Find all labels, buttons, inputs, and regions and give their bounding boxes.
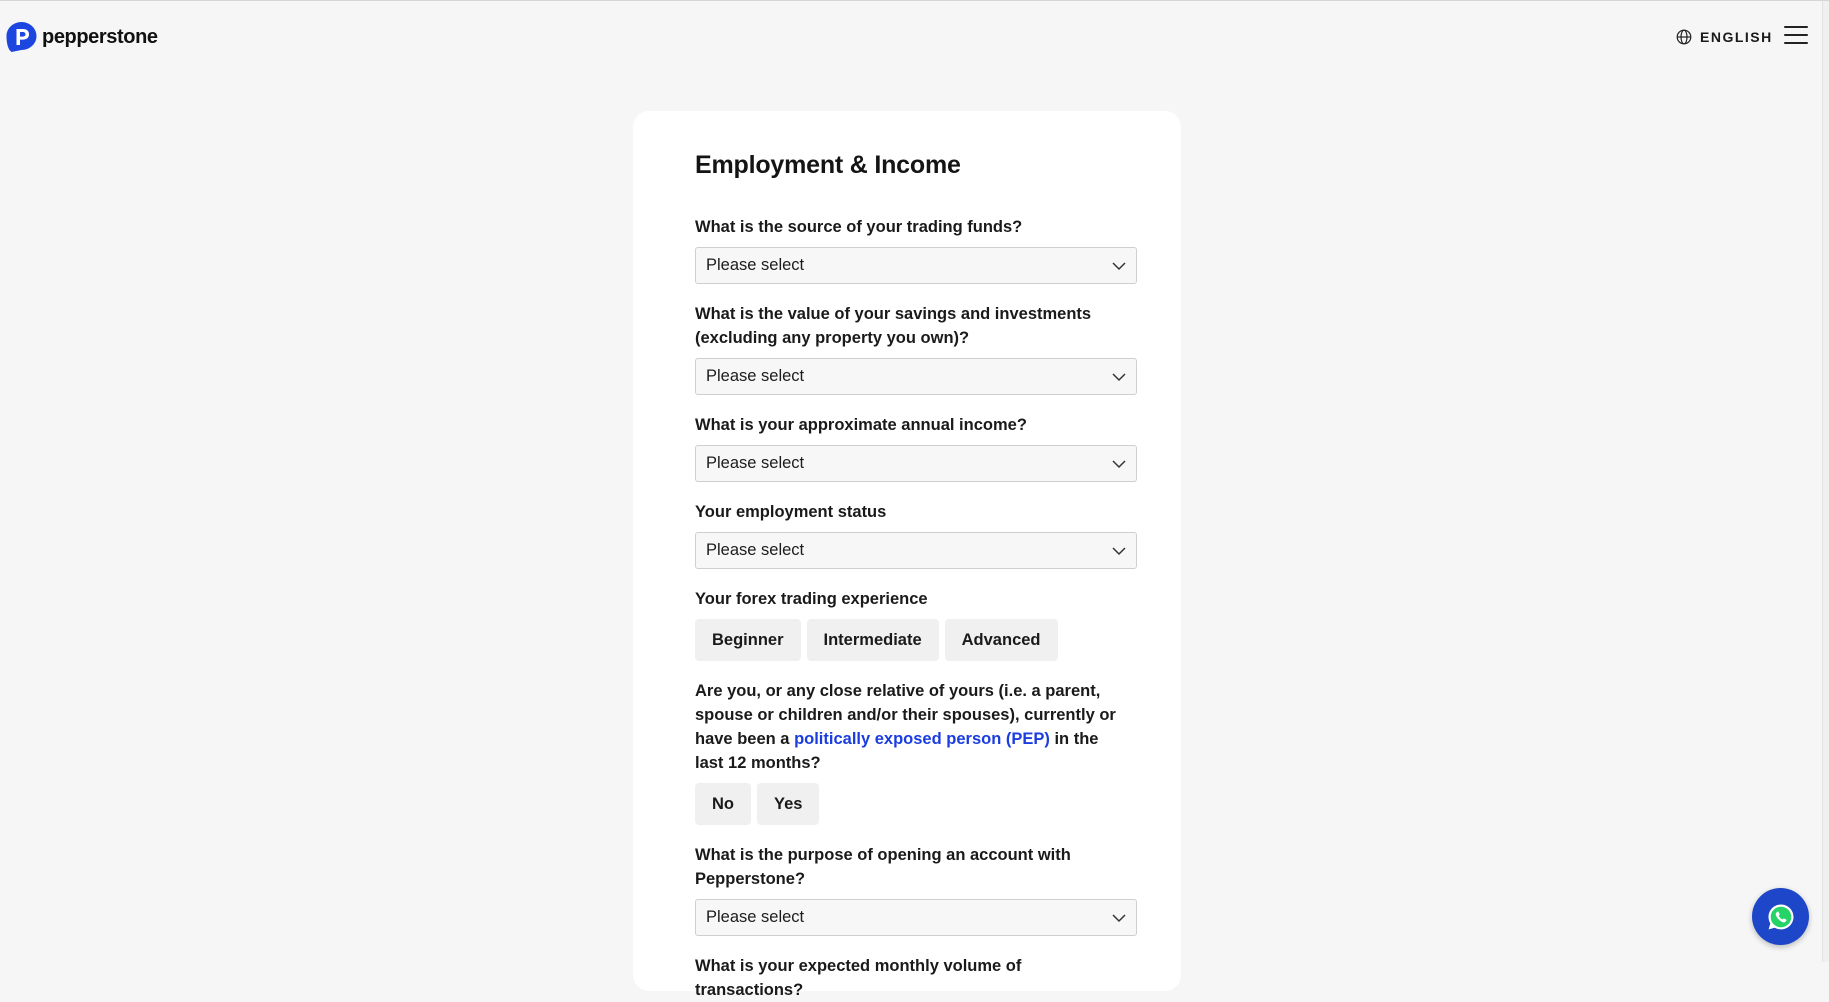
pep-question-text: Are you, or any close relative of yours (i.e. a parent, spouse or children and/or their spouses), currently or have been a (695, 682, 1116, 748)
pep-no-option[interactable]: No (695, 783, 751, 825)
select-value: Please select (706, 256, 805, 274)
account-purpose-select[interactable] (695, 899, 1137, 936)
logo[interactable] (5, 21, 158, 53)
whatsapp-icon (1765, 901, 1797, 933)
chevron-down-icon (1112, 261, 1126, 271)
pep-question (695, 679, 1119, 775)
employment-status-label: Your employment status (695, 503, 887, 521)
pepperstone-logo-icon (5, 21, 38, 53)
account-purpose-label: What is the purpose of opening an account with Pepperstone? (695, 846, 1071, 888)
select-value: Please select (706, 908, 805, 926)
pep-question-text-end: in the last 12 months? (695, 730, 1099, 772)
annual-income-select[interactable] (695, 445, 1137, 482)
chevron-down-icon (1112, 913, 1126, 923)
globe-icon (1676, 29, 1692, 45)
whatsapp-chat-button[interactable] (1752, 888, 1809, 945)
forex-experience-label: Your forex trading experience (695, 590, 928, 608)
employment-status-select[interactable] (695, 532, 1137, 569)
beginner-option[interactable]: Beginner (695, 619, 801, 661)
savings-investments-select[interactable] (695, 358, 1137, 395)
trading-funds-source-select[interactable] (695, 247, 1137, 284)
hamburger-menu-icon[interactable] (1784, 26, 1808, 46)
language-selector[interactable] (1676, 29, 1773, 45)
select-value: Please select (706, 367, 805, 385)
employment-income-card (633, 111, 1181, 999)
page-title: Employment & Income (695, 151, 961, 179)
pep-link[interactable]: politically exposed person (PEP) (794, 730, 1050, 748)
advanced-option[interactable]: Advanced (945, 619, 1058, 661)
annual-income-label: What is your approximate annual income? (695, 416, 1027, 434)
savings-investments-label: What is the value of your savings and investments (excluding any property you own)? (695, 305, 1092, 347)
chevron-down-icon (1112, 459, 1126, 469)
select-value: Please select (706, 454, 805, 472)
scrollbar[interactable] (1822, 1, 1829, 962)
language-label: ENGLISH (1700, 29, 1773, 45)
select-value: Please select (706, 541, 805, 559)
trading-funds-source-label: What is the source of your trading funds? (695, 218, 1023, 236)
pep-yes-option[interactable]: Yes (757, 783, 819, 825)
chevron-down-icon (1112, 372, 1126, 382)
brand-name: pepperstone (42, 25, 158, 48)
forex-experience-options (695, 619, 1058, 661)
intermediate-option[interactable]: Intermediate (807, 619, 939, 661)
pep-options (695, 783, 819, 825)
chevron-down-icon (1112, 546, 1126, 556)
monthly-volume-label: What is your expected monthly volume of transactions? (695, 957, 1022, 999)
